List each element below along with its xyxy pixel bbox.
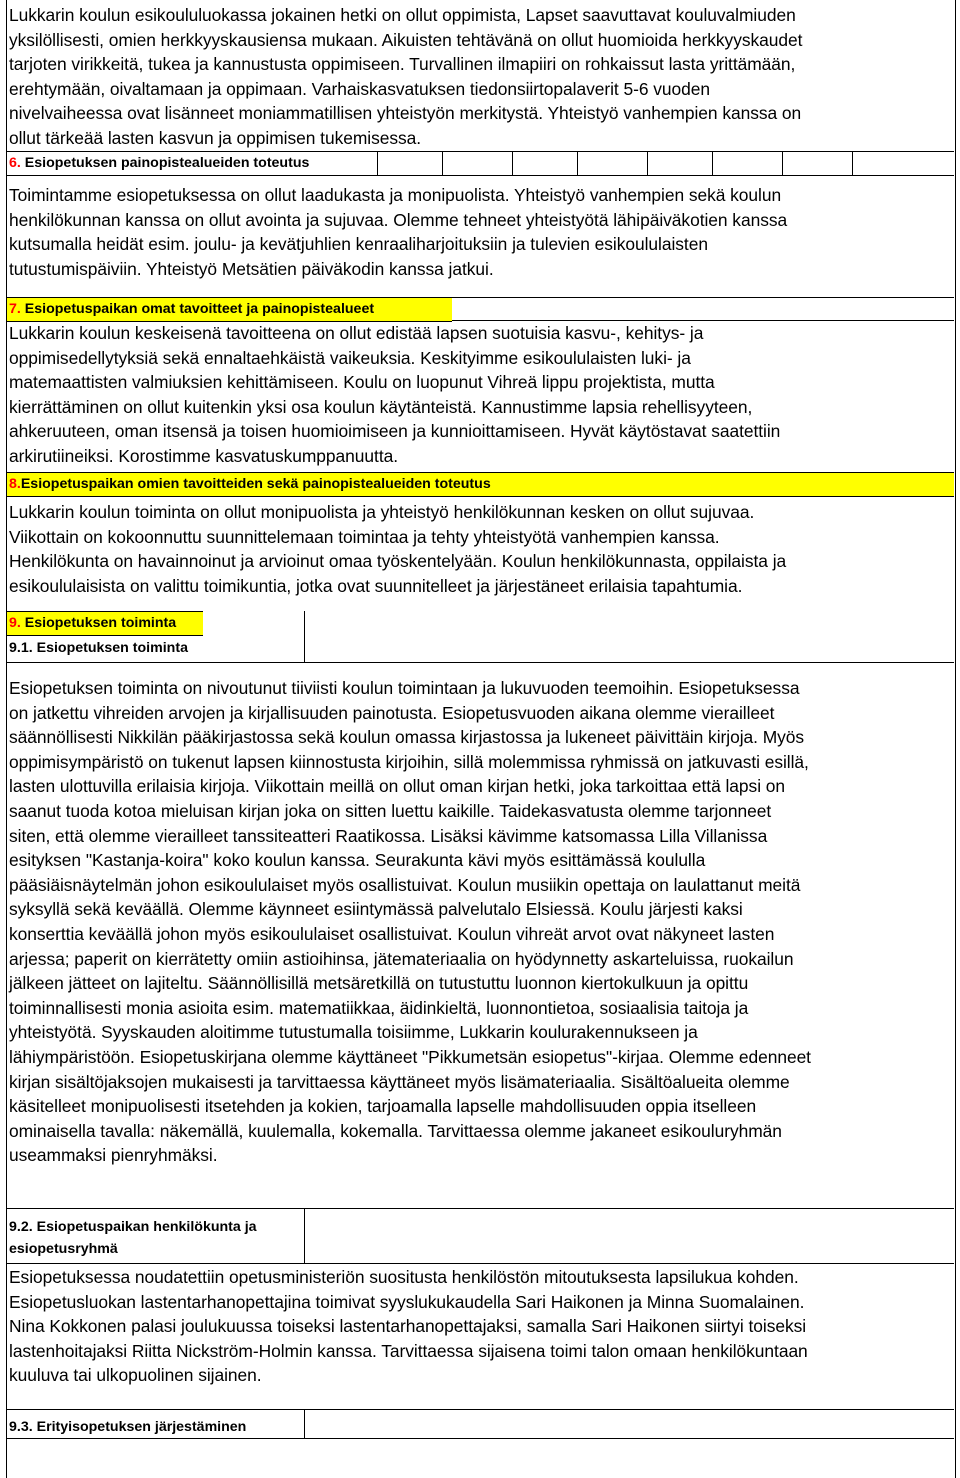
section-6-line: Toimintamme esiopetuksessa on ollut laadukasta ja monipuolista. Yhteistyö vanhempien sekä koulun xyxy=(9,185,782,205)
subsection-9-1-line: saanut tuoda kotoa mieluisan kirjan joka on sitten luettu kaikille. Taidekasvatusta olemme tarjonneet xyxy=(9,800,772,821)
section-7-line: kierrättäminen on ollut kuitenkin yksi osa koulun käytänteistä. Kannustimme lapsia rehellisyyteen, xyxy=(9,396,753,417)
subsection-9-2-line: kuuluva tai ulkopuolinen sijainen. xyxy=(9,1365,262,1386)
subsection-9-1-line: pääsiäisnäytelmän johon esikoululaiset myös osallistuivat. Koulun musiikin opettaja on laulattanut meitä xyxy=(9,874,801,895)
section-7-line: matemaattisten valmiuksien kehittämiseen. Koulu on luopunut Vihreä lippu projektista, mutta xyxy=(9,372,715,393)
section-7-line: oppimisedellytyksiä sekä ennaltaehkäistä vaikeuksia. Keskityimme esikoululaisten luki- ja xyxy=(9,347,691,368)
subsection-9-1-line: ominaisella tavalla: näkemällä, kuulemalla, kokemalla. Tarvittaessa olemme jakaneet esikouluryhmän xyxy=(9,1120,782,1141)
subsection-9-1-line: on jatkettu vihreiden arvojen ja kirjallisuuden painotusta. Esiopetusvuoden aikana olemme vierailleet xyxy=(9,702,775,723)
subsection-9-1-title: 9.1. Esiopetuksen toiminta xyxy=(9,640,188,656)
section-8-header xyxy=(7,472,954,497)
section-8-line: Viikottain on kokoonnuttu suunnittelemaan toimintaa ja tehty yhteistyötä vanhempien kanssa. xyxy=(9,526,720,547)
section-6-line: tutustumispäiviin. Yhteistyö Metsätien päiväkodin kanssa jatkui. xyxy=(9,258,494,279)
section-9-number: 9. xyxy=(9,615,21,631)
subsection-9-1-line: arjessa; paperit on kierrätetty omiin astioihinsa, jätemateriaalia on hyödynnetty askarteluissa, ruokailun xyxy=(9,948,794,969)
subsection-9-1-line: toiminnallisesti monia asioita esim. matematiikkaa, äidinkieltä, luonnontietoa, sosiaalisia taitoja ja xyxy=(9,997,749,1018)
subsection-9-1-line: konserttia keväällä johon myös esikoululaiset osallistuivat. Koulun vihreät arvot ovat näkyneet lasten xyxy=(9,923,775,944)
section-7-line: ahkeruuteen, oman itsensä ja toisen huomioimiseen ja kunnioittamiseen. Hyvät käytöstavat saatettiin xyxy=(9,421,781,442)
intro-line: Lukkarin koulun esikoululuokassa jokainen hetki on ollut oppimista, Lapset saavuttavat kouluvalmiuden xyxy=(9,5,796,25)
section-6-number: 6. xyxy=(9,155,21,171)
section-9-header xyxy=(7,611,203,636)
section-8-number: 8. xyxy=(9,476,21,492)
section-7-header xyxy=(7,297,452,322)
subsection-9-2-line: Nina Kokkonen palasi joulukuussa toiseksi lastentarhanopettajaksi, samalla Sari Haikonen siirtyi toiseksi xyxy=(9,1316,807,1337)
section-7-title: Esiopetuspaikan omat tavoitteet ja painopistealueet xyxy=(24,301,375,317)
section-8-line: Henkilökunta on havainnoinut ja arvioinut omaa työskentelyään. Koulun henkilökunnasta, oppilaista ja xyxy=(9,551,787,572)
subsection-9-2-line: Esiopetuksessa noudatettiin opetusministeriön suositusta henkilöstön mitoutuksesta lapsilukua kohden. xyxy=(9,1267,799,1287)
intro-paragraph xyxy=(7,3,954,151)
intro-line: tarjoten virikkeitä, tukea ja kannustusta oppimiseen. Turvallinen ilmapiiri on rohkaissut lasta yrittämään, xyxy=(9,54,796,75)
section-6-line: kutsumalla heidät esim. joulu- ja kevätjuhlien kenraaliharjoituksiin ja tulevien esikoululaisten xyxy=(9,234,708,255)
intro-line: nivelvaiheessa ovat lisänneet moniammatillisen yhteistyön merkitystä. Yhteistyö vanhempien kanssa on xyxy=(9,103,802,124)
section-6-title-text: Esiopetuksen painopistealueiden toteutus xyxy=(24,155,310,171)
subsection-9-1-line: oppimisympäristö on tukenut lapsen kiinnostusta kirjoihin, sillä molemmissa ryhmissä on jatkuvasti esillä, xyxy=(9,751,809,772)
subsection-9-1-line: yhteistyötä. Syyskauden aloitimme tutustumalla toisiimme, Lukkarin koulurakennukseen ja xyxy=(9,1022,698,1043)
intro-line: erehtymään, oivaltamaan ja oppimaan. Varhaiskasvatuksen tiedonsiirtopalaverit 5-6 vuoden xyxy=(9,78,710,99)
subsection-9-1-line: kirjan sisältöjaksojen mukaisesti ja tarvittaessa käyttäneet myös lisämateriaalia. Sisältöalueita olemme xyxy=(9,1071,790,1092)
subsection-9-1-line: Esiopetuksen toiminta on nivoutunut tiiviisti koulun toimintaan ja lukuvuoden teemoihin. Esiopetuksessa xyxy=(9,678,800,698)
subsection-9-1-line: lähiympäristöön. Esiopetuskirjana olemme käyttäneet "Pikkumetsän esiopetus"-kirjaa. Olemme edenneet xyxy=(9,1046,811,1067)
subsection-9-1-line: säännöllisesti Nikkilän pääkirjastossa sekä koulun omassa kirjastossa ja lukeneet päivittäin kirjoja. Myös xyxy=(9,727,805,748)
section-7-line: Lukkarin koulun keskeisenä tavoitteena on ollut edistää lapsen suotuisia kasvu-, kehitys- ja xyxy=(9,323,704,343)
subsection-9-1-line: syksyllä sekä keväällä. Olemme käynneet esiintymässä palvelutalo Elsiessä. Koulu järjesti kaksi xyxy=(9,899,743,920)
document-sheet xyxy=(6,0,956,1478)
subsection-9-1-line: useammaksi pienryhmäksi. xyxy=(9,1145,218,1166)
subsection-9-1-body xyxy=(7,676,954,1168)
section-8-body xyxy=(7,500,954,598)
subsection-9-1-line: siten, että olemme vierailleet tanssiteatteri Raatikossa. Lisäksi kävimme katsomassa Lilla Villanissa xyxy=(9,825,768,846)
subsection-9-2-line: lastenhoitajaksi Riitta Nickström-Holmin kanssa. Tarvittaessa sijaisena toimi talon omaan henkilökuntaan xyxy=(9,1340,808,1361)
section-8-line: esikoululaisista on valittu toimikuntia, jotka ovat suunnitelleet ja järjestäneet erilaisia tapahtumia. xyxy=(9,575,743,596)
section-6-line: henkilökunnan kanssa on ollut avointa ja sujuvaa. Olemme tehneet yhteistyötä lähipäiväkotien kanssa xyxy=(9,209,788,230)
subsection-9-2-body xyxy=(7,1265,954,1388)
intro-line: ollut tärkeää lasten kasvun ja oppimisen tukemisessa. xyxy=(9,127,422,148)
subsection-9-2-line: Esiopetusluokan lastentarhanopettajina toimivat syyslukukaudella Sari Haikonen ja Minna Suomalainen. xyxy=(9,1291,805,1312)
subsection-9-1-line: käsitelleet monipuolisesti itsetehden ja kokien, tarjoamalla lapselle mahdollisuuden oppia itselleen xyxy=(9,1096,757,1117)
section-6-body xyxy=(7,183,954,281)
subsection-9-2-title-line1: 9.2. Esiopetuspaikan henkilökunta ja xyxy=(9,1219,257,1235)
subsection-9-2-title-line2: esiopetusryhmä xyxy=(9,1241,118,1257)
section-9-title: Esiopetuksen toiminta xyxy=(24,615,177,631)
subsection-9-1-line: jälkeen jätteet on lajiteltu. Säännöllisillä metsäretkillä on tutustuttu luonnon kiertokulkuun ja opittu xyxy=(9,973,749,994)
section-6-header xyxy=(7,151,954,176)
section-8-line: Lukkarin koulun toiminta on ollut monipuolista ja yhteistyö henkilökunnan kesken on ollut sujuvaa. xyxy=(9,502,755,522)
section-8-title: Esiopetuspaikan omien tavoitteiden sekä painopistealueiden toteutus xyxy=(20,476,491,492)
section-6-title xyxy=(7,152,309,175)
section-7-line: arkirutiineiksi. Korostimme kasvatuskumppanuutta. xyxy=(9,445,399,466)
section-7-number: 7. xyxy=(9,301,21,317)
subsection-9-1-line: esityksen "Kastanja-koira" koko koulun kanssa. Seurakunta kävi myös esittämässä koululla xyxy=(9,850,706,871)
subsection-9-3-title: 9.3. Erityisopetuksen järjestäminen xyxy=(9,1419,247,1435)
subsection-9-1-line: lasten ulottuvilla erilaisia kirjoja. Viikottain meillä on ollut oman kirjan hetki, joka tarkoittaa että lapsi on xyxy=(9,776,786,797)
intro-line: yksilöllisesti, omien herkkyyskausiensa mukaan. Aikuisten tehtävänä on ollut huomioida herkkyyskaudet xyxy=(9,29,803,50)
section-7-body xyxy=(7,321,954,469)
